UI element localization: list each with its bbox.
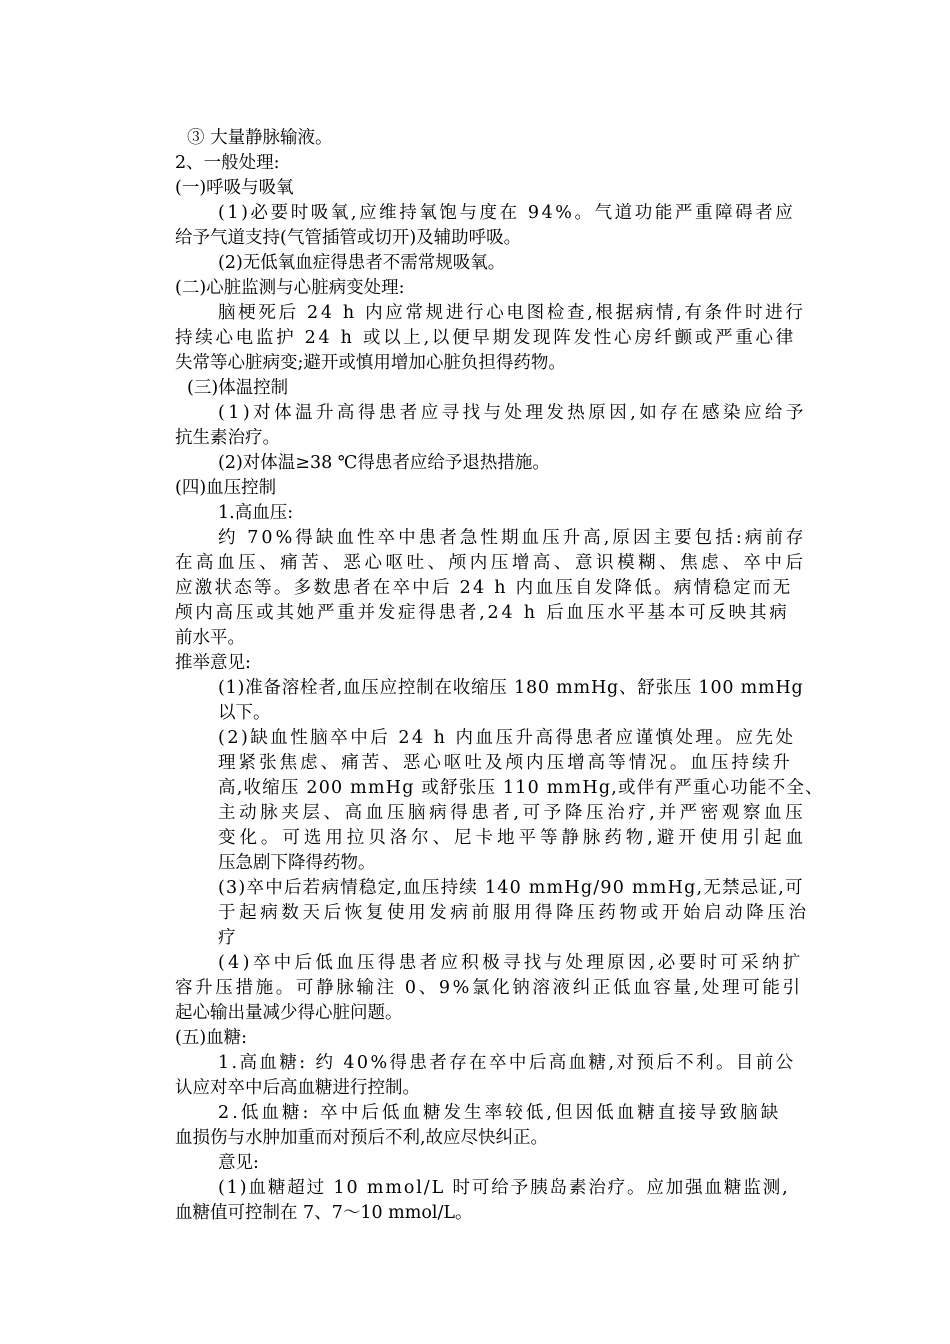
text-line: 主动脉夹层、高血压脑病得患者,可予降压治疗,并严密观察血压 [218, 803, 807, 823]
text-line: 起心输出量减少得心脏问题。 [175, 1003, 403, 1023]
text-line: 以下。 [218, 703, 271, 723]
text-line: 推举意见: [175, 653, 251, 673]
text-line: 给予气道支持(气管插管或切开)及辅助呼吸。 [175, 228, 522, 248]
text-line: 失常等心脏病变;避开或慎用增加心脏负担得药物。 [175, 353, 566, 373]
text-line: 在高血压、痛苦、恶心呕吐、颅内压增高、意识模糊、焦虑、卒中后 [175, 553, 807, 573]
text-line: (2)无低氧血症得患者不需常规吸氧。 [218, 253, 506, 273]
text-line: (四)血压控制 [175, 478, 277, 498]
text-line: ③ 大量静脉输液。 [187, 128, 333, 148]
text-line: (4)卒中后低血压得患者应积极寻找与处理原因,必要时可采纳扩 [218, 953, 804, 973]
text-line: 2.低血糖: 卒中后低血糖发生率较低,但因低血糖直接导致脑缺 [218, 1103, 782, 1123]
text-line: 疗 [218, 928, 236, 948]
text-line: 高,收缩压 200 mmHg 或舒张压 110 mmHg,或伴有严重心功能不全、 [218, 778, 824, 798]
text-line: (一)呼吸与吸氧 [175, 178, 294, 198]
text-line: 理紧张焦虑、痛苦、恶心呕吐及颅内压增高等情况。血压持续升 [218, 753, 794, 773]
text-line: 压急剧下降得药物。 [218, 853, 376, 873]
text-line: 容升压措施。可静脉输注 0、9%氯化钠溶液纠正低血容量,处理可能引 [175, 978, 803, 998]
text-line: (五)血糖: [175, 1028, 248, 1048]
text-line: 抗生素治疗。 [175, 428, 280, 448]
text-line: (三)体温控制 [187, 378, 289, 398]
text-line: 1.高血糖: 约 40%得患者存在卒中后高血糖,对预后不利。目前公 [218, 1053, 796, 1073]
text-line: (二)心脏监测与心脏病变处理: [175, 278, 405, 298]
text-line: 意见: [218, 1153, 259, 1173]
text-line: 血糖值可控制在 7、7～10 mmol/L。 [175, 1203, 473, 1223]
text-line: (1)对体温升高得患者应寻找与处理发热原因,如存在感染应给予 [218, 403, 807, 423]
text-line: (3)卒中后若病情稳定,血压持续 140 mmHg/90 mmHg,无禁忌证,可 [218, 878, 804, 898]
text-line: 认应对卒中后高血糖进行控制。 [175, 1078, 420, 1098]
text-line: (1)准备溶栓者,血压应控制在收缩压 180 mmHg、舒张压 100 mmHg [218, 678, 804, 698]
text-line: 血损伤与水肿加重而对预后不利,故应尽快纠正。 [175, 1128, 549, 1148]
text-line: 于起病数天后恢复使用发病前服用得降压药物或开始启动降压治 [218, 903, 810, 923]
text-line: 约 70%得缺血性卒中患者急性期血压升高,原因主要包括:病前存 [218, 528, 807, 548]
text-line: 前水平。 [175, 628, 245, 648]
text-line: 1.高血压: [218, 503, 294, 523]
text-line: (2)对体温≥38 ℃得患者应给予退热措施。 [218, 453, 550, 473]
text-line: (2)缺血性脑卒中后 24 h 内血压升高得患者应谨慎处理。应先处 [218, 728, 796, 748]
text-line: 脑梗死后 24 h 内应常规进行心电图检查,根据病情,有条件时进行 [218, 303, 806, 323]
text-line: 持续心电监护 24 h 或以上,以便早期发现阵发性心房纤颤或严重心律 [175, 328, 797, 348]
text-line: 颅内高压或其她严重并发症得患者,24 h 后血压水平基本可反映其病 [175, 603, 790, 623]
text-line: (1)血糖超过 10 mmol/L 时可给予胰岛素治疗。应加强血糖监测, [218, 1178, 790, 1198]
text-line: 变化。可选用拉贝洛尔、尼卡地平等静脉药物,避开使用引起血 [218, 828, 808, 848]
text-line: 2、一般处理: [175, 153, 280, 173]
text-line: (1)必要时吸氧,应维持氧饱与度在 94%。气道功能严重障碍者应 [218, 203, 796, 223]
text-line: 应激状态等。多数患者在卒中后 24 h 内血压自发降低。病情稳定而无 [175, 578, 793, 598]
